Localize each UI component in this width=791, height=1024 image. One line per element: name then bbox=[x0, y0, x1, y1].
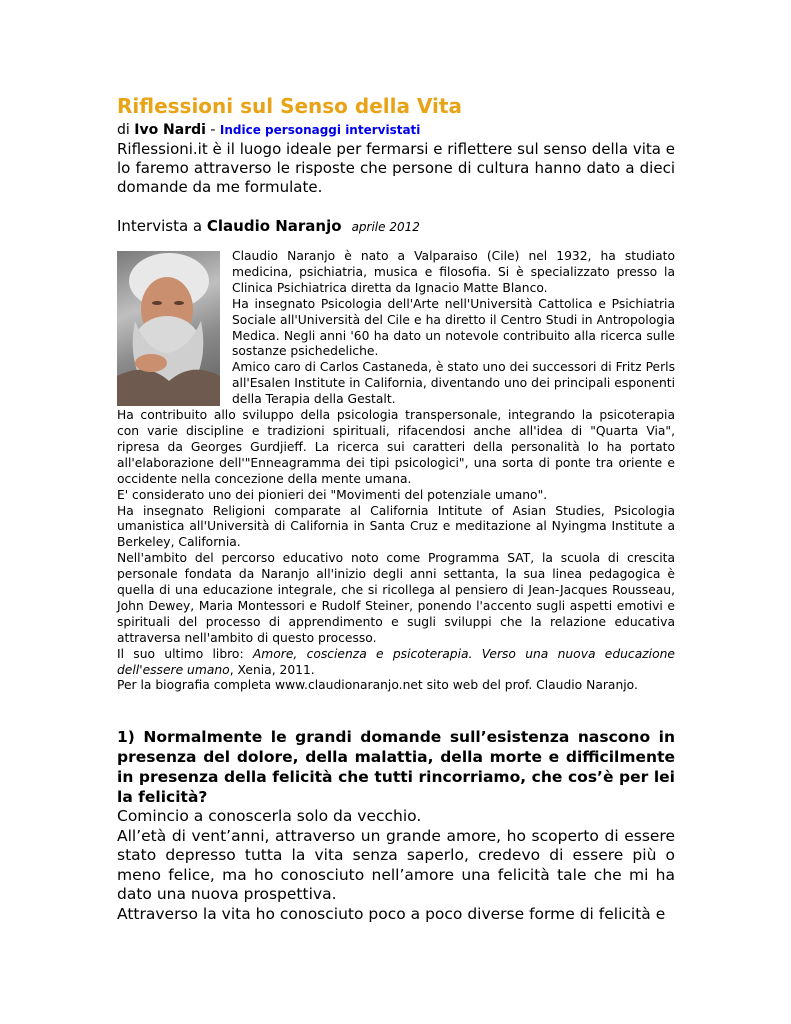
book-suffix: , Xenia, 2011. bbox=[229, 662, 315, 677]
portrait-icon bbox=[117, 251, 220, 406]
question-1: 1) Normalmente le grandi domande sull’esistenza nascono in presenza del dolore, della malattia, della morte e difficilmente in presenza della felicità che tutti rincorriamo, che cos’è per lei la felicità? bbox=[117, 728, 675, 807]
bio-paragraph: E' considerato uno dei pionieri dei "Movimenti del potenziale umano". bbox=[117, 487, 548, 502]
bio-paragraph: Ha insegnato Religioni comparate al California Intitute of Asian Studies, Psicologia umanistica all'Università di California in Santa Cruz e meditazione al Nyingma Institute a Berkeley, California. bbox=[117, 503, 675, 550]
book-prefix: Il suo ultimo libro: bbox=[117, 646, 253, 661]
author-name: Ivo Nardi bbox=[134, 122, 206, 138]
byline bbox=[117, 121, 675, 139]
biography-link-text: Per la biografia completa www.claudionaranjo.net sito web del prof. Claudio Naranjo. bbox=[117, 678, 638, 693]
answer-paragraph: All’età di vent’anni, attraverso un grande amore, ho scoperto di essere stato depresso tutta la vita senza saperlo, credevo di essere più o meno felice, ma ho conosciuto nell’amore una felicità tale che mi ha dato una nuova prospettiva. bbox=[117, 826, 675, 904]
interview-heading bbox=[117, 216, 675, 237]
interview-date: aprile 2012 bbox=[351, 220, 420, 234]
interviewee-name: Claudio Naranjo bbox=[206, 217, 342, 235]
biography bbox=[117, 249, 675, 694]
byline-separator: - bbox=[205, 122, 220, 138]
answer-paragraph: Comincio a conoscerla solo da vecchio. bbox=[117, 807, 422, 826]
interviewees-index-link[interactable]: Indice personaggi intervistati bbox=[219, 123, 421, 137]
intro-text: Riflessioni.it è il luogo ideale per fermarsi e riflettere sul senso della vita e lo faremo attraverso le risposte che persone di cultura hanno dato a dieci domande da me formulate. bbox=[117, 140, 675, 196]
answer-paragraph: Attraverso la vita ho conosciuto poco a poco diverse forme di felicità e bbox=[117, 904, 666, 923]
bio-paragraph: Nell'ambito del percorso educativo noto come Programma SAT, la scuola di crescita personale fondata da Naranjo all'inizio degli anni settanta, la sua linea pedagogica è quella di una educazione integrale, che si ricollega al pensiero di Jean-Jacques Rousseau, John Dewey, Maria Montessori e Rudolf Steiner, ponendo l'accento sugli aspetti emotivi e spirituali del processo di apprendimento e sugli sviluppi che la relazione educativa attraversa nell'ambito di questo processo. bbox=[117, 551, 675, 645]
answer-1 bbox=[117, 807, 675, 924]
portrait-photo bbox=[117, 251, 220, 406]
bio-paragraph: Ha insegnato Psicologia dell'Arte nell'Università Cattolica e Psichiatria Sociale all'Università del Cile e ha diretto il Centro Studi in Antropologia Medica. Negli anni '60 ha dato un notevole contribuito alla ricerca sulle sostanze psichedeliche. bbox=[232, 296, 675, 359]
bio-paragraph: Amico caro di Carlos Castaneda, è stato uno dei successori di Fritz Perls all'Esalen Institute in California, diventando uno dei principali esponenti della Terapia della Gestalt. bbox=[232, 360, 675, 407]
article bbox=[117, 92, 675, 924]
bio-paragraph: Claudio Naranjo è nato a Valparaiso (Cile) nel 1932, ha studiato medicina, psichiatria, musica e filosofia. Si è specializzato presso la Clinica Psichiatrica diretta da Ignacio Matte Blanco. bbox=[232, 249, 675, 295]
page-title: Riflessioni sul Senso della Vita bbox=[117, 94, 462, 118]
byline-prefix: di bbox=[117, 122, 135, 138]
latest-book bbox=[117, 647, 675, 679]
bio-paragraph: Ha contribuito allo sviluppo della psicologia transpersonale, integrando la psicoterapia con varie discipline e tradizioni spirituali, rifacendosi anche all'idea di "Quarta Via", ripresa da Georges Gurdjieff. La ricerca sui caratteri della personalità lo ha portato all'elaborazione dell'"Enneagramma dei tipi psicologici", una sorta di ponte tra oriente e occidente nella concezione della mente umana. bbox=[117, 408, 675, 486]
interview-prefix: Intervista a bbox=[117, 217, 207, 235]
book-title: Amore, coscienza e psicoterapia. Verso una nuova educazione dell'essere umano bbox=[117, 646, 675, 677]
